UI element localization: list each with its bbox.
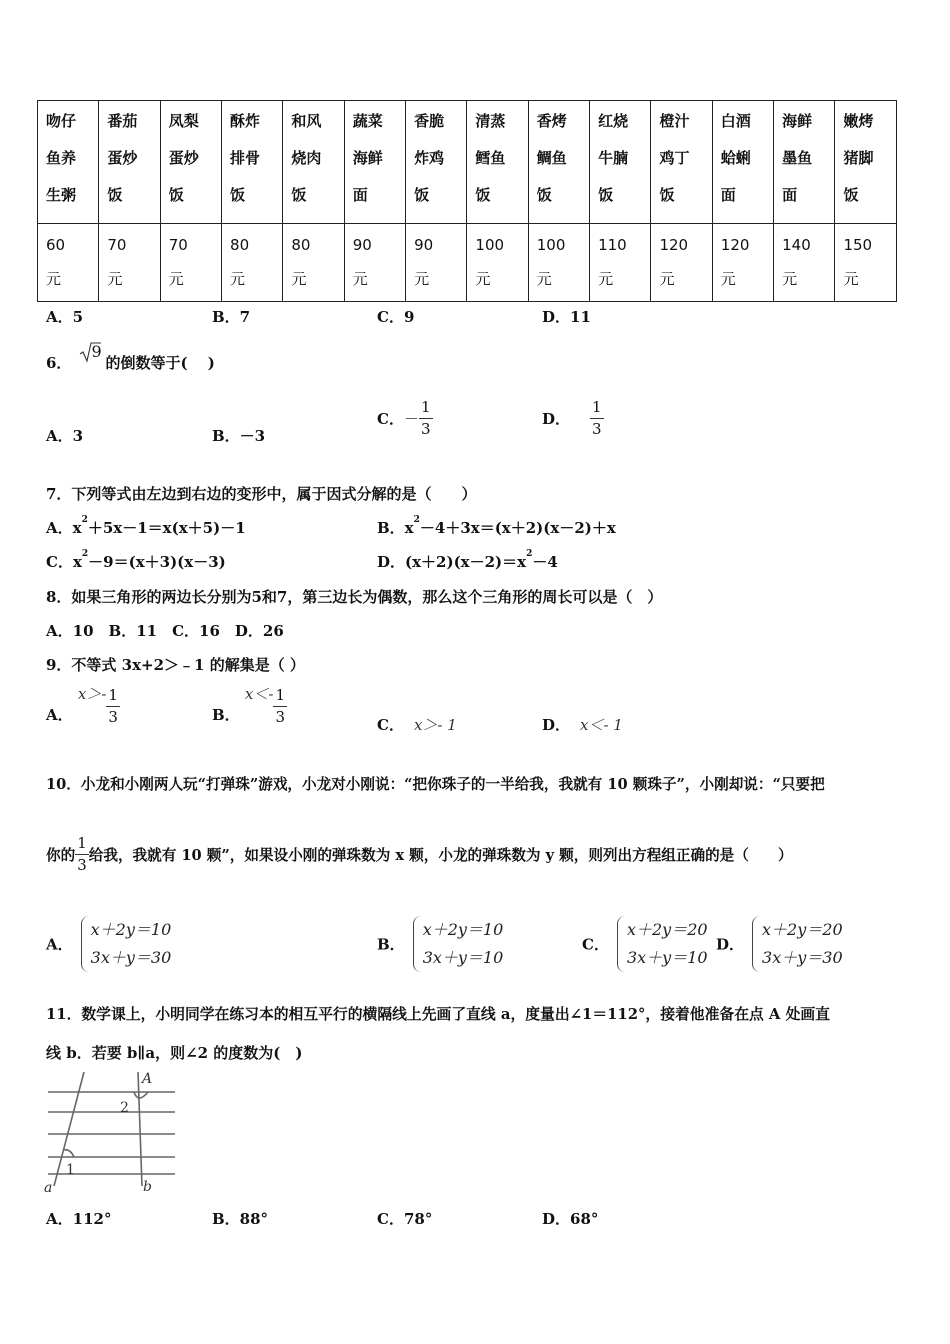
dish-name-text: 红烧 [598, 112, 629, 130]
q11-option-a: A．112° [46, 1210, 112, 1228]
dish-name-text: 面 [352, 186, 368, 204]
price-text: 元 [536, 270, 552, 288]
dish-name-cell [222, 101, 283, 224]
label-a: a [44, 1180, 53, 1196]
price-text: 80 [230, 236, 250, 254]
fraction: $\frac{1}{3}$ [108, 686, 118, 726]
line-b [138, 1072, 142, 1186]
price-text: 元 [168, 270, 184, 288]
parallel-lines-figure [40, 1068, 185, 1196]
q9-option-c: C． x＞- 1 [377, 716, 457, 734]
price-cell [38, 224, 99, 302]
dish-name-text: 烧肉 [291, 149, 322, 167]
sqrt-symbol [79, 341, 101, 363]
dish-name-text: 鱼养 [46, 149, 77, 167]
price-text: 70 [107, 236, 127, 254]
price-cell [99, 224, 160, 302]
price-cell [835, 224, 897, 302]
dish-name-cell [344, 101, 405, 224]
fraction: $\frac{1}{3}$ [275, 686, 285, 726]
dish-name-text: 饭 [475, 186, 491, 204]
dish-name-text: 饭 [168, 186, 184, 204]
price-text: 元 [107, 270, 123, 288]
dish-name-text: 饭 [414, 186, 430, 204]
q6-option-b: B．－3 [212, 427, 266, 445]
dish-name-cell [712, 101, 773, 224]
q10-option-d: D． x＋2y＝20 3x＋y＝30 [716, 916, 843, 972]
price-text: 140 [782, 236, 811, 254]
price-text: 元 [46, 270, 62, 288]
dish-name-text: 饭 [536, 186, 552, 204]
dish-name-text: 鸡丁 [659, 149, 690, 167]
sqrt-radicand: 9 [91, 342, 102, 361]
dish-name-text: 饭 [230, 186, 246, 204]
dish-name-text: 饭 [843, 186, 859, 204]
dish-name-text: 酥炸 [230, 112, 261, 130]
q6-option-d: D． $\frac{1}{3}$ [542, 398, 602, 438]
dish-name-text: 饭 [659, 186, 675, 204]
price-text: 100 [536, 236, 566, 254]
dish-name-text: 蛋炒 [168, 149, 199, 167]
dish-name-text: 墨鱼 [782, 149, 813, 167]
q6-option-c: C．－ $\frac{1}{3}$ [377, 398, 431, 438]
price-text: 元 [475, 270, 491, 288]
dish-name-text: 饭 [598, 186, 614, 204]
menu-price-table [37, 100, 897, 302]
q6-number: 6． [46, 354, 72, 372]
price-text: 90 [414, 236, 434, 254]
q11-option-d: D．68° [542, 1210, 599, 1228]
q10-option-c: C． x＋2y＝20 3x＋y＝10 [582, 916, 708, 972]
q11-option-c: C．78° [377, 1210, 433, 1228]
dish-name-text: 蛋炒 [107, 149, 138, 167]
dish-name-text: 白酒 [720, 112, 751, 130]
q7-option-d: D．$(x+2)(x-2)=x^2-4$ [377, 549, 558, 571]
price-text: 元 [782, 270, 798, 288]
price-text: 120 [720, 236, 750, 254]
q10-line1: 10．小龙和小刚两人玩“打弹珠”游戏，小龙对小刚说：“把你珠子的一半给我，我就有 10 颗珠子”，小刚却说：“只要把 [46, 776, 825, 793]
price-cell [528, 224, 589, 302]
dish-name-cell [406, 101, 467, 224]
dish-name-text: 蔬菜 [352, 112, 383, 130]
price-text: 100 [475, 236, 505, 254]
price-text: 120 [659, 236, 689, 254]
dish-name-text: 面 [720, 186, 736, 204]
price-row [38, 224, 897, 302]
equation-system: x＋2y＝10 3x＋y＝30 [81, 916, 172, 972]
price-cell [406, 224, 467, 302]
price-cell [651, 224, 712, 302]
dish-name-row [38, 101, 897, 224]
q11-line2: 线 b．若要 b∥a，则∠2 的度数为( ) [46, 1044, 303, 1062]
dish-name-cell [38, 101, 99, 224]
q9-option-a: A． x＞- $\frac{1}{3}$ [46, 684, 118, 726]
price-text: 元 [659, 270, 675, 288]
angle-2-arc [134, 1092, 148, 1098]
dish-name-cell [651, 101, 712, 224]
q11-option-b: B．88° [212, 1210, 269, 1228]
dish-name-text: 牛腩 [598, 149, 629, 167]
dish-name-text: 番茄 [107, 112, 138, 130]
q11-line1: 11．数学课上，小明同学在练习本的相互平行的横隔线上先画了直线 a，度量出∠1＝112°，接着他准备在点 A 处画直 [46, 1006, 830, 1023]
q9-option-b: B． x＜- $\frac{1}{3}$ [212, 684, 285, 726]
q5-option-b: B．7 [212, 308, 251, 326]
price-text: 90 [352, 236, 372, 254]
price-text: 150 [843, 236, 873, 254]
q7-option-b: B．$x^2-4+3x=(x+2)(x-2)+x$ [377, 515, 616, 537]
dish-name-text: 嫩烤 [843, 112, 874, 130]
price-cell [712, 224, 773, 302]
price-cell [222, 224, 283, 302]
price-text: 80 [291, 236, 311, 254]
label-2: 2 [120, 1100, 129, 1116]
q8-options: A．10 B．11 C．16 D．26 [46, 622, 284, 640]
angle-1-arc [63, 1150, 74, 1157]
price-cell [344, 224, 405, 302]
q10-option-b: B． x＋2y＝10 3x＋y＝10 [377, 916, 503, 972]
dish-name-cell [528, 101, 589, 224]
price-text: 元 [598, 270, 614, 288]
q7-option-c: C．$x^2-9=(x+3)(x-3)$ [46, 549, 226, 571]
q9-option-d: D． x＜- 1 [542, 716, 623, 734]
price-cell [160, 224, 221, 302]
equation-system: x＋2y＝20 3x＋y＝30 [752, 916, 843, 972]
price-cell [467, 224, 528, 302]
dish-name-text: 猪脚 [843, 149, 874, 167]
dish-name-cell [283, 101, 344, 224]
q10-option-a: A． x＋2y＝10 3x＋y＝30 [46, 916, 171, 972]
dish-name-cell [99, 101, 160, 224]
dish-name-text: 面 [782, 186, 798, 204]
dish-name-text: 和风 [291, 112, 322, 130]
price-text: 110 [598, 236, 627, 254]
q7-option-a: A．$x^2+5x-1=x(x+5)-1$ [46, 515, 246, 537]
label-A: A [142, 1071, 153, 1087]
q8-stem: 8．如果三角形的两边长分别为5和7，第三边长为偶数，那么这个三角形的周长可以是（ ） [46, 588, 663, 606]
price-text: 元 [720, 270, 736, 288]
q7-stem: 7．下列等式由左边到右边的变形中，属于因式分解的是（ ） [46, 485, 477, 503]
dish-name-text: 香脆 [414, 112, 445, 130]
dish-name-text: 吻仔 [46, 112, 77, 130]
equation-system: x＋2y＝20 3x＋y＝10 [617, 916, 708, 972]
fraction: $\frac{1}{3}$ [592, 398, 602, 438]
dish-name-text: 饭 [291, 186, 307, 204]
dish-name-text: 蛤蜊 [720, 149, 751, 167]
price-text: 70 [168, 236, 188, 254]
dish-name-text: 凤梨 [168, 112, 199, 130]
dish-name-text: 鳕鱼 [475, 149, 506, 167]
q6-stem [46, 342, 215, 375]
q10-line2: 你的 $\frac{1}{3}$ 给我，我就有 10 颗”，如果设小刚的弹珠数为 x 颗，小龙的弹珠数为 y 颗，则列出方程组正确的是（ ） [46, 834, 793, 874]
fraction: $\frac{1}{3}$ [77, 834, 87, 874]
price-text: 元 [230, 270, 246, 288]
dish-name-text: 鲷鱼 [536, 149, 567, 167]
dish-name-cell [467, 101, 528, 224]
label-b: b [143, 1179, 152, 1195]
price-text: 元 [291, 270, 307, 288]
dish-name-text: 生粥 [46, 186, 77, 204]
price-cell [590, 224, 651, 302]
dish-name-text: 饭 [107, 186, 123, 204]
dish-name-cell [590, 101, 651, 224]
q5-option-d: D．11 [542, 308, 591, 326]
dish-name-cell [774, 101, 835, 224]
fraction: $\frac{1}{3}$ [420, 398, 431, 438]
price-text: 元 [843, 270, 859, 288]
equation-system: x＋2y＝10 3x＋y＝10 [413, 916, 504, 972]
label-1: 1 [66, 1162, 75, 1178]
q5-option-a: A．5 [46, 308, 84, 326]
price-text: 元 [414, 270, 430, 288]
price-cell [774, 224, 835, 302]
q6-option-a: A．3 [46, 427, 84, 445]
dish-name-cell [160, 101, 221, 224]
dish-name-cell [835, 101, 897, 224]
dish-name-text: 海鲜 [352, 149, 383, 167]
q6-stem-text: 的倒数等于( ) [105, 354, 215, 372]
price-text: 60 [46, 236, 66, 254]
q9-stem: 9．不等式 3x+2＞﹣1 的解集是（ ） [46, 656, 305, 674]
dish-name-text: 排骨 [230, 149, 261, 167]
dish-name-text: 香烤 [536, 112, 567, 130]
dish-name-text: 炸鸡 [414, 149, 445, 167]
dish-name-text: 橙汁 [659, 112, 690, 130]
price-text: 元 [352, 270, 368, 288]
dish-name-text: 清蒸 [475, 112, 506, 130]
price-cell [283, 224, 344, 302]
q5-option-c: C．9 [377, 308, 415, 326]
dish-name-text: 海鲜 [782, 112, 813, 130]
